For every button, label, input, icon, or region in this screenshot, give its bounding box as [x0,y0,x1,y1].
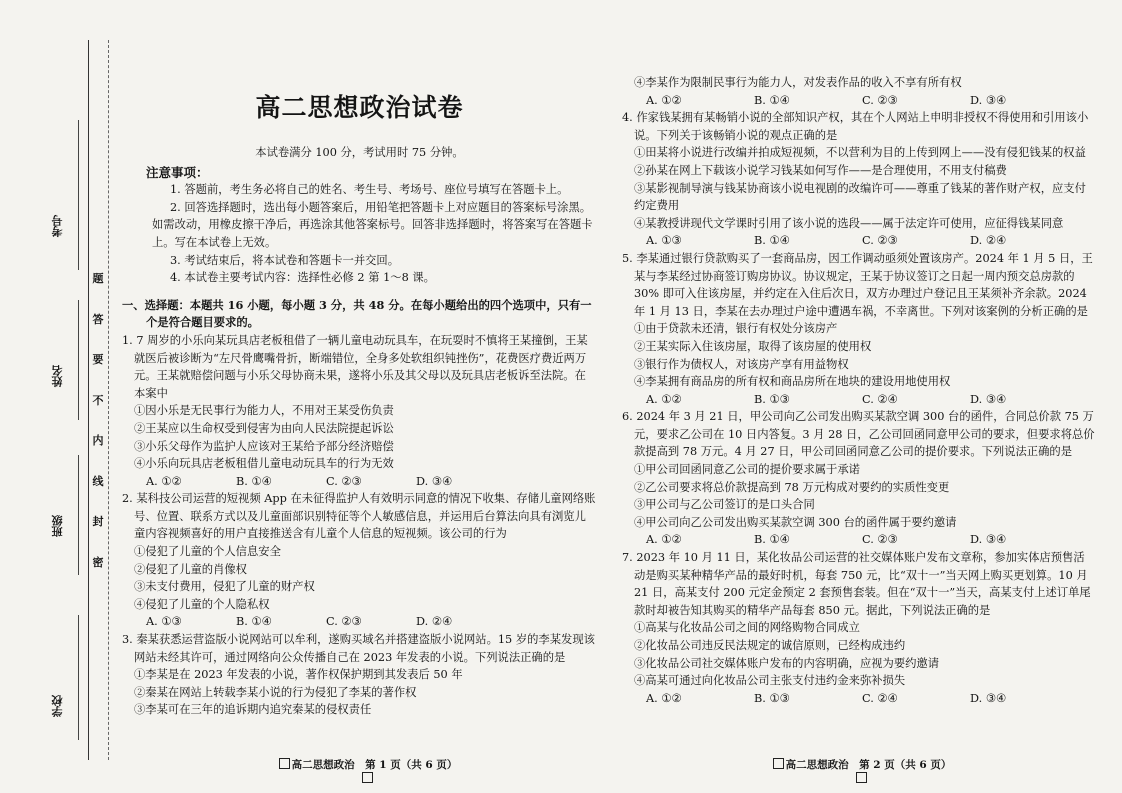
warning-char: 内 [92,434,104,448]
question-3-option: ②秦某在网站上转载李某小说的行为侵犯了李某的著作权 [134,685,417,699]
question-7-option: ④高某可通过向化妆品公司主张支付违约金来弥补损失 [634,674,906,688]
warning-char: 不 [92,393,104,407]
question-4-option: ④某教授讲现代文学课时引用了该小说的选段——属于法定许可使用，应征得钱某同意 [634,216,1064,230]
name-line [78,300,79,420]
question-4-stem: 4. 作家钱某拥有某畅销小说的全部知识产权，其在个人网站上申明非授权不得使用和引用该小说。下列关于该畅销小说的观点正确的是 [622,111,1089,142]
choice-a: A. ①② [646,691,682,705]
note-item: 4. 本试卷主要考试内容：选择性必修 2 第 1～8 课。 [170,271,435,285]
question-6-option: ②乙公司要求将总价款提高到 78 万元构成对要约的实质性变更 [634,480,950,494]
warning-char: 题 [92,272,104,285]
choice-a: A. ①② [646,392,682,406]
question-4-option: ①田某将小说进行改编并拍成短视频，不以营利为目的上传到网上——没有侵犯钱某的权益 [634,146,1086,160]
choice-b: B. ①④ [236,615,272,629]
warning-char: 要 [92,353,104,367]
choice-b: B. ①④ [754,93,790,107]
warning-char: 线 [92,474,104,488]
question-5-option: ②王某实际入住该房屋，取得了该房屋的使用权 [634,339,872,353]
note-item: 2. 回答选择题时，选出每小题答案后，用铅笔把答题卡上对应题目的答案标号涂黑。如需改动，用橡皮擦干净后，再选涂其他答案标号。回答非选择题时，将答案写在答题卡上。写在本试卷上无效。 [152,200,593,249]
choice-d: D. ②④ [970,234,1007,248]
exam-info: 本试卷满分 100 分，考试用时 75 分钟。 [255,146,464,159]
question-5-choices [622,391,1095,409]
choice-c: C. ②③ [862,93,898,107]
page-2-footer: 高二思想政治 第 2 页（共 6 页） [766,757,956,785]
choice-c: C. ②③ [326,474,362,488]
warning-char: 封 [92,515,104,529]
question-6-choices [622,531,1095,549]
name-label: 姓名 [51,365,64,387]
question-3-option: ③李某可在三年的追诉期内追究秦某的侵权责任 [134,703,372,717]
choice-c: C. ②④ [862,691,898,705]
question-5-stem: 5. 李某通过银行贷款购买了一套商品房，因工作调动亟须处置该房产。2024 年 1 月 5 日，王某与李某经过协商签订购房协议。协议规定，王某于协议签订之日起一周内预交总房款的 30% 即可入住该房屋，并约定在入住后次日，双方办理过户登记且王某须补齐余款。2024 年 1 月 13 日，李某在去办理过户途中遭遇车祸，不幸离世。下列对该案例的分析正确的是 [622,251,1093,318]
note-item: 3. 考试结束后，将本试卷和答题卡一并交回。 [170,253,400,267]
question-4-option: ②孙某在网上下载该小说学习钱某如何写作——是合理使用，不用支付稿费 [634,163,1007,177]
choice-a: A. ①③ [146,615,182,629]
question-6-option: ④甲公司向乙公司发出购买某款空调 300 台的函件属于要约邀请 [634,515,957,529]
question-3-option: ④李某作为限制民事行为能力人，对发表作品的收入不享有所有权 [634,76,962,89]
choice-d: D. ③④ [970,533,1007,547]
warning-char: 答 [92,312,104,326]
question-7-stem: 7. 2023 年 10 月 11 日，某化妆品公司运营的社交媒体账户发布文章称，参加实体店预售活动是购买某种精华产品的最好时机，每套 750 元，比“双十一”当天网上购买更划算。10 月 21 日，高某支付 200 元定金预定 2 套预售套装。但在“双十一”当天，高某支付上述订单尾款时却被告知其购买的精华产品每套 850 元。据此，下列说法正确的是 [622,551,1091,617]
choice-c: C. ②③ [326,615,362,629]
question-2-option: ④侵犯了儿童的个人隐私权 [134,597,270,611]
choice-d: D. ②④ [416,615,453,629]
section-heading: 一、选择题：本题共 16 小题，每小题 3 分，共 48 分。在每小题给出的四个选项中，只有一个是符合题目要求的。 [122,297,592,330]
warning-char: 密 [92,555,104,569]
question-3-option: ①李某是在 2023 年发表的小说，著作权保护期到其发表后 50 年 [134,668,463,682]
choice-d: D. ③④ [970,392,1007,406]
question-2-option: ③未支付费用，侵犯了儿童的财产权 [134,580,315,594]
question-1-choices [122,473,597,491]
choice-a: A. ①② [646,93,682,107]
choice-a: A. ①② [646,533,682,547]
choice-a: A. ①③ [646,234,682,248]
question-6-stem: 6. 2024 年 3 月 21 日，甲公司向乙公司发出购买某款空调 300 台的函件，合同总价款 75 万元，要求乙公司在 10 日内答复。3 月 28 日，乙公司回函同意甲公司的要求，但要求将总价款提高到 78 万元。4 月 27 日，甲公司回函同意乙公司的提价要求。下列说法正确的是 [622,410,1095,459]
choice-d: D. ③④ [416,474,453,488]
choice-c: C. ②③ [862,234,898,248]
question-1-stem: 1. 7 周岁的小乐向某玩具店老板租借了一辆儿童电动玩具车，在玩耍时不慎将王某撞倒，王某就医后被诊断为“左尺骨鹰嘴骨折，断端错位，全身多处软组织钝挫伤”，花费医疗费近两万元。王某就赔偿问题与小乐父母协商未果，遂将小乐及其父母以及玩具店老板诉至法院。在本案中 [122,333,588,400]
choice-a: A. ①② [146,474,182,488]
choice-b: B. ①④ [236,474,272,488]
binding-margin [0,0,112,793]
choice-b: B. ①④ [754,234,790,248]
choice-b: B. ①③ [754,691,790,705]
choice-b: B. ①④ [754,533,790,547]
footer-logo-icon [773,758,784,769]
choice-c: C. ②③ [862,533,898,547]
seal-warning [89,270,107,570]
class-line [78,455,79,575]
question-2-stem: 2. 某科技公司运营的短视频 App 在未征得监护人有效明示同意的情况下收集、存储儿童网络账号、位置、联系方式以及儿童面部识别特征等个人敏感信息，并运用后台算法向具有浏览儿童内容视频喜好的用户直接推送含有儿童个人信息的短视频。该公司的行为 [122,492,596,541]
question-3-stem: 3. 秦某获悉运营盗版小说网站可以牟利，遂购买域名并搭建盗版小说网站。15 岁的李某发现该网站未经其许可，通过网络向公众传播自己在 2023 年发表的小说。下列说法正确的是 [122,633,595,664]
question-5-option: ①由于贷款未还清，银行有权处分该房产 [634,322,838,336]
footer-logo-icon [362,772,373,783]
choice-b: B. ①③ [754,392,790,406]
note-item: 1. 答题前，考生务必将自己的姓名、考生号、考场号、座位号填写在答题卡上。 [170,183,569,197]
page-1-footer: 高二思想政治 第 1 页（共 6 页） [272,757,462,785]
choice-d: D. ③④ [970,691,1007,705]
question-5-option: ④李某拥有商品房的所有权和商品房所在地块的建设用地使用权 [634,375,951,389]
question-1-option: ③小乐父母作为监护人应该对王某给予部分经济赔偿 [134,439,394,453]
page-1 [122,0,597,719]
question-2-option: ②侵犯了儿童的肖像权 [134,562,247,576]
question-2-option: ①侵犯了儿童的个人信息安全 [134,545,281,559]
choice-d: D. ③④ [970,93,1007,107]
exam-number-label: 考号 [51,215,64,237]
choice-c: C. ②④ [862,392,898,406]
question-7-option: ①高某与化妆品公司之间的网络购物合同成立 [634,621,860,635]
footer-logo-icon [856,772,867,783]
school-label: 学校 [51,695,64,717]
question-1-option: ④小乐向玩具店老板租借儿童电动玩具车的行为无效 [134,457,394,471]
question-6-option: ①甲公司回函同意乙公司的提价要求属于承诺 [634,463,860,477]
class-label: 班级 [51,515,64,537]
exam-number-line [78,120,79,270]
question-4-choices [622,232,1095,250]
question-1-option: ①因小乐是无民事行为能力人，不用对王某受伤负责 [134,404,394,418]
question-7-choices [622,690,1095,708]
question-4-option: ③某影视制导演与钱某协商该小说电视剧的改编许可——尊重了钱某的著作财产权，应支付约定费用 [634,181,1086,213]
seal-line [108,40,109,760]
page-2 [622,0,1095,707]
question-2-choices [122,613,597,631]
page-title: 高二思想政治试卷 [255,93,464,122]
question-7-option: ③化妆品公司社交媒体账户发布的内容明确，应视为要约邀请 [634,656,940,670]
question-6-option: ③甲公司与乙公司签订的是口头合同 [634,498,815,512]
footer-logo-icon [279,758,290,769]
notes-heading: 注意事项： [146,164,209,180]
school-line [78,615,79,740]
question-3-choices [622,92,1095,110]
question-5-option: ③银行作为债权人，对该房产享有用益物权 [634,357,849,371]
question-1-option: ②王某应以生命权受到侵害为由向人民法院提起诉讼 [134,421,394,435]
question-7-option: ②化妆品公司违反民法规定的诚信原则，已经构成违约 [634,639,906,652]
